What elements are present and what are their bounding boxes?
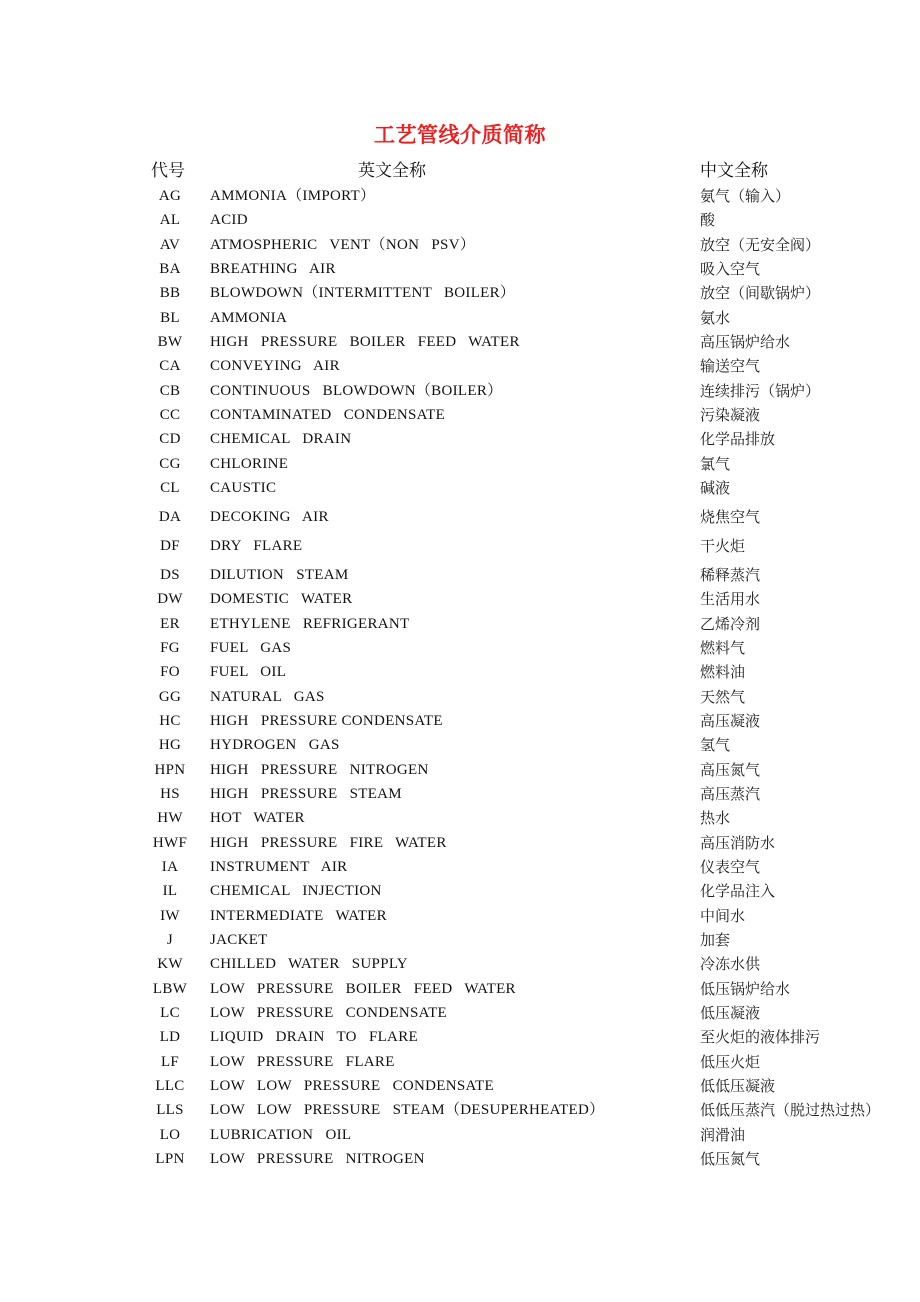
- table-row: [0, 564, 920, 586]
- row-chinese-name: 氯气: [700, 455, 731, 473]
- table-row: [0, 856, 920, 878]
- column-header-english: 英文全称: [358, 161, 426, 181]
- row-chinese-name: 加套: [700, 931, 731, 949]
- row-english-name: HYDROGEN GAS: [210, 737, 340, 753]
- row-english-name: CONTINUOUS BLOWDOWN（BOILER）: [210, 383, 503, 399]
- row-chinese-name: 高压锅炉给水: [700, 333, 791, 351]
- row-code: BL: [160, 310, 180, 326]
- row-chinese-name: 化学品排放: [700, 430, 776, 448]
- row-english-name: HIGH PRESSURE NITROGEN: [210, 762, 429, 778]
- row-chinese-name: 仪表空气: [700, 858, 761, 876]
- row-english-name: FUEL OIL: [210, 664, 287, 680]
- row-english-name: INTERMEDIATE WATER: [210, 908, 387, 924]
- row-english-name: DILUTION STEAM: [210, 567, 349, 583]
- row-code: DA: [158, 509, 182, 525]
- table-row: [0, 734, 920, 756]
- row-code: HW: [157, 810, 183, 826]
- row-code: CL: [160, 480, 180, 496]
- row-chinese-name: 燃料气: [700, 639, 746, 657]
- row-chinese-name: 放空（间歇锅炉）: [700, 284, 821, 302]
- row-chinese-name: 中间水: [700, 907, 746, 925]
- table-row: [0, 307, 920, 329]
- row-code: CC: [159, 407, 181, 423]
- row-code: KW: [157, 956, 183, 972]
- row-code: FG: [160, 640, 180, 656]
- row-english-name: LOW PRESSURE BOILER FEED WATER: [210, 981, 516, 997]
- row-english-name: CHEMICAL DRAIN: [210, 431, 352, 447]
- row-english-name: FUEL GAS: [210, 640, 292, 656]
- row-code: J: [166, 932, 174, 948]
- row-code: BB: [159, 285, 181, 301]
- row-english-name: DRY FLARE: [210, 538, 303, 554]
- row-code: LLC: [155, 1078, 185, 1094]
- row-english-name: DECOKING AIR: [210, 509, 329, 525]
- row-english-name: HIGH PRESSURE BOILER FEED WATER: [210, 334, 520, 350]
- row-chinese-name: 干火炬: [700, 537, 746, 555]
- table-row: [0, 185, 920, 207]
- row-code: DF: [160, 538, 180, 554]
- row-code: BW: [157, 334, 183, 350]
- row-english-name: LOW LOW PRESSURE CONDENSATE: [210, 1078, 494, 1094]
- row-english-name: CONVEYING AIR: [210, 358, 340, 374]
- document-title: 工艺管线介质简称: [374, 123, 546, 147]
- row-english-name: CHLORINE: [210, 456, 289, 472]
- table-row: [0, 282, 920, 304]
- row-chinese-name: 输送空气: [700, 357, 761, 375]
- row-code: IA: [161, 859, 179, 875]
- row-chinese-name: 碱液: [700, 479, 731, 497]
- table-row: [0, 209, 920, 231]
- row-english-name: HIGH PRESSURE CONDENSATE: [210, 713, 443, 729]
- row-english-name: BLOWDOWN（INTERMITTENT BOILER）: [210, 285, 516, 301]
- row-english-name: ETHYLENE REFRIGERANT: [210, 616, 410, 632]
- row-chinese-name: 乙烯冷剂: [700, 615, 761, 633]
- row-code: BA: [159, 261, 181, 277]
- row-chinese-name: 酸: [700, 211, 716, 229]
- table-row: [0, 613, 920, 635]
- row-english-name: CONTAMINATED CONDENSATE: [210, 407, 446, 423]
- row-code: LD: [159, 1029, 181, 1045]
- row-english-name: LUBRICATION OIL: [210, 1127, 352, 1143]
- table-row: [0, 588, 920, 610]
- row-chinese-name: 低低压蒸汽（脱过热过热）: [700, 1101, 881, 1119]
- row-english-name: DOMESTIC WATER: [210, 591, 353, 607]
- table-row: [0, 453, 920, 475]
- row-english-name: ACID: [210, 212, 248, 228]
- row-code: CD: [159, 431, 181, 447]
- row-english-name: INSTRUMENT AIR: [210, 859, 348, 875]
- column-header-chinese: 中文全称: [700, 161, 768, 181]
- table-row: [0, 759, 920, 781]
- row-english-name: LOW PRESSURE NITROGEN: [210, 1151, 425, 1167]
- table-row: [0, 535, 920, 557]
- row-chinese-name: 氨水: [700, 309, 731, 327]
- row-english-name: CAUSTIC: [210, 480, 277, 496]
- table-row: [0, 686, 920, 708]
- row-code: IW: [160, 908, 180, 924]
- table-row: [0, 258, 920, 280]
- row-english-name: CHEMICAL INJECTION: [210, 883, 382, 899]
- table-row: [0, 331, 920, 353]
- row-code: CB: [159, 383, 181, 399]
- table-row: [0, 234, 920, 256]
- row-english-name: LIQUID DRAIN TO FLARE: [210, 1029, 418, 1045]
- row-chinese-name: 润滑油: [700, 1126, 746, 1144]
- row-code: AG: [158, 188, 182, 204]
- row-code: AV: [159, 237, 181, 253]
- row-code: LBW: [152, 981, 188, 997]
- table-row: [0, 1026, 920, 1048]
- row-chinese-name: 氢气: [700, 736, 731, 754]
- table-row: [0, 832, 920, 854]
- row-chinese-name: 冷冻水供: [700, 955, 761, 973]
- row-english-name: AMMONIA（IMPORT）: [210, 188, 376, 204]
- table-row: [0, 978, 920, 1000]
- table-row: [0, 637, 920, 659]
- table-row: [0, 783, 920, 805]
- row-code: HC: [159, 713, 181, 729]
- row-code: ER: [160, 616, 180, 632]
- row-code: LC: [160, 1005, 180, 1021]
- row-code: DW: [157, 591, 183, 607]
- row-english-name: LOW LOW PRESSURE STEAM（DESUPERHEATED）: [210, 1102, 605, 1118]
- row-chinese-name: 稀释蒸汽: [700, 566, 761, 584]
- row-chinese-name: 化学品注入: [700, 882, 776, 900]
- table-row: [0, 1051, 920, 1073]
- table-row: [0, 905, 920, 927]
- table-row: [0, 428, 920, 450]
- row-code: FO: [160, 664, 180, 680]
- row-english-name: HOT WATER: [210, 810, 305, 826]
- row-english-name: LOW PRESSURE CONDENSATE: [210, 1005, 448, 1021]
- row-english-name: AMMONIA: [210, 310, 288, 326]
- table-row: [0, 380, 920, 402]
- row-chinese-name: 污染凝液: [700, 406, 761, 424]
- table-row: [0, 404, 920, 426]
- table-row: [0, 1099, 920, 1121]
- column-header-code: 代号: [151, 161, 185, 181]
- table-row: [0, 807, 920, 829]
- row-code: GG: [158, 689, 182, 705]
- row-chinese-name: 放空（无安全阀）: [700, 236, 821, 254]
- table-row: [0, 506, 920, 528]
- row-english-name: CHILLED WATER SUPPLY: [210, 956, 408, 972]
- row-code: HG: [158, 737, 182, 753]
- row-code: DS: [160, 567, 180, 583]
- row-chinese-name: 吸入空气: [700, 260, 761, 278]
- row-code: HPN: [154, 762, 186, 778]
- row-code: HWF: [152, 835, 188, 851]
- row-chinese-name: 氨气（输入）: [700, 187, 791, 205]
- table-row: [0, 953, 920, 975]
- row-chinese-name: 热水: [700, 809, 731, 827]
- row-chinese-name: 高压蒸汽: [700, 785, 761, 803]
- row-chinese-name: 高压凝液: [700, 712, 761, 730]
- table-row: [0, 710, 920, 732]
- row-chinese-name: 连续排污（锅炉）: [700, 382, 821, 400]
- table-row: [0, 661, 920, 683]
- row-code: AL: [159, 212, 181, 228]
- row-code: CG: [159, 456, 181, 472]
- table-row: [0, 1148, 920, 1170]
- row-chinese-name: 低低压凝液: [700, 1077, 776, 1095]
- row-code: HS: [160, 786, 180, 802]
- row-english-name: ATMOSPHERIC VENT（NON PSV）: [210, 237, 476, 253]
- table-row: [0, 880, 920, 902]
- row-chinese-name: 天然气: [700, 688, 746, 706]
- row-chinese-name: 燃料油: [700, 663, 746, 681]
- table-row: [0, 1002, 920, 1024]
- row-chinese-name: 低压锅炉给水: [700, 980, 791, 998]
- row-code: LO: [159, 1127, 181, 1143]
- row-code: CA: [159, 358, 181, 374]
- row-chinese-name: 烧焦空气: [700, 508, 761, 526]
- row-chinese-name: 生活用水: [700, 590, 761, 608]
- row-english-name: NATURAL GAS: [210, 689, 325, 705]
- row-chinese-name: 高压氮气: [700, 761, 761, 779]
- table-row: [0, 355, 920, 377]
- table-row: [0, 929, 920, 951]
- row-code: IL: [162, 883, 178, 899]
- row-code: LPN: [155, 1151, 185, 1167]
- row-english-name: BREATHING AIR: [210, 261, 336, 277]
- table-row: [0, 1124, 920, 1146]
- row-chinese-name: 高压消防水: [700, 834, 776, 852]
- table-row: [0, 1075, 920, 1097]
- row-english-name: HIGH PRESSURE STEAM: [210, 786, 402, 802]
- row-chinese-name: 低压氮气: [700, 1150, 761, 1168]
- row-english-name: HIGH PRESSURE FIRE WATER: [210, 835, 447, 851]
- row-chinese-name: 至火炬的液体排污: [700, 1028, 821, 1046]
- row-english-name: LOW PRESSURE FLARE: [210, 1054, 395, 1070]
- row-chinese-name: 低压火炬: [700, 1053, 761, 1071]
- row-chinese-name: 低压凝液: [700, 1004, 761, 1022]
- row-code: LF: [160, 1054, 180, 1070]
- row-english-name: JACKET: [210, 932, 268, 948]
- table-row: [0, 477, 920, 499]
- row-code: LLS: [156, 1102, 184, 1118]
